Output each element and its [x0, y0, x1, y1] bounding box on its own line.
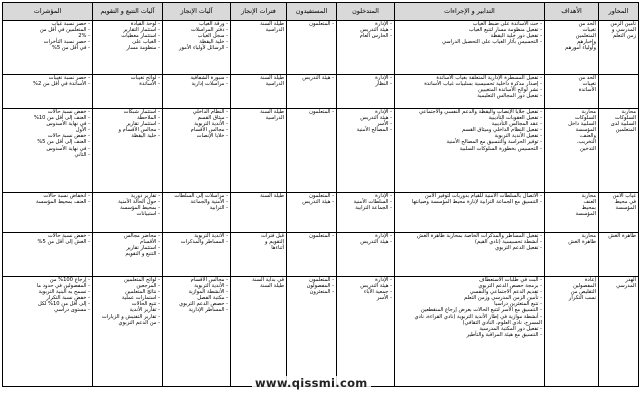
cell-line: محاربة: [581, 109, 596, 115]
cell-line: - المصالح الأمنية: [339, 127, 392, 133]
cell-line: - التحسيس بآثار الغياب على التحصيل الدراسي: [397, 39, 542, 45]
cell-measures: [395, 193, 545, 233]
header-measures: التدابير و الإجراءات: [395, 3, 545, 21]
cell-line: - خفض نسبة حالات: [5, 233, 90, 239]
cell-line: - أنشطة تحسيسية (نادي القيم): [397, 239, 542, 245]
cell-line: - سبورة الشفافية: [165, 75, 228, 81]
cell-line: - الأسر: [339, 295, 392, 301]
cell-periods: [231, 109, 287, 193]
cell-line: - لوحة القيادة: [95, 21, 160, 27]
cell-line: - الإدارة: [339, 21, 392, 27]
cell-line: - تفعيل الأندية التربوية: [397, 133, 542, 139]
site-watermark: www.qissmi.com: [252, 376, 371, 390]
cell-line: الهدر: [625, 277, 636, 283]
cell-axis: [599, 193, 639, 233]
cell-line: - حصر نسبة تغيبات: [5, 75, 90, 81]
cell-line: - تقارير دورية: [95, 193, 160, 199]
cell-line: - منظومة مسار: [95, 45, 160, 51]
cell-line: - المفصولون: [289, 283, 334, 289]
cell-line: - إلى أقل من 10% لكل: [5, 301, 90, 307]
cell-line: - المتعلمون: [289, 21, 334, 27]
cell-measures: [395, 75, 545, 109]
cell-line: - الترابية: [165, 205, 228, 211]
cell-line: التدخين: [579, 145, 596, 152]
cell-goals: [545, 277, 599, 387]
cell-line: محاربة: [621, 109, 636, 115]
cell-tools: [163, 277, 231, 387]
cell-line: - هيئة التدريس: [289, 199, 334, 205]
cell-line: - تتبع المتعثرين دراسيا: [397, 301, 542, 307]
cell-line: - مجالس الأقسام و: [95, 127, 160, 133]
cell-line: - الحارس العام: [339, 33, 392, 39]
cell-line: المفصولين: [573, 283, 596, 290]
cell-line: - الأندية التربوية: [165, 121, 228, 127]
cell-line: - التنسيق مع الجماعة الترابية لإنارة محيط المؤسسة وصيانتها: [397, 199, 542, 205]
cell-beneficiaries: [287, 109, 337, 193]
cell-beneficiaries: [287, 21, 337, 75]
header-indicators: المؤشرات: [3, 3, 93, 21]
cell-involved: [337, 277, 395, 387]
cell-line: طيلة السنة: [260, 109, 284, 115]
table-row: [3, 277, 639, 387]
cell-line: - استمارات عملية: [95, 295, 160, 301]
cell-line: - مراسلات إدارية: [165, 81, 228, 87]
cell-line: - استثمار التقارير: [95, 27, 160, 33]
cell-line: - البت في طلبات الاستعطاف: [397, 277, 542, 283]
cell-axis: [599, 277, 639, 387]
cell-line: - سجل الغياب: [165, 33, 228, 39]
cell-line: تأمين الزمن: [610, 21, 636, 27]
cell-goals: [545, 21, 599, 75]
cell-line: - هيئة التدريس: [339, 27, 392, 33]
cell-followup: [93, 21, 163, 75]
cell-line: - خفض نسبة حالات: [5, 133, 90, 139]
cell-line: - خفض نسبة التكرار: [5, 295, 90, 301]
cell-tools: [163, 193, 231, 233]
cell-line: السلبية داخل: [568, 121, 596, 128]
header-followup: آليات التتبع و التقويم: [93, 3, 163, 21]
cell-line: المؤسسة: [575, 127, 596, 134]
cell-line: تغيبات: [582, 27, 596, 34]
cell-line: - المتعلمين في أقل من: [5, 27, 90, 33]
cell-line: - الأمنية والجماعة: [165, 199, 228, 205]
cell-line: - المتعلمون: [289, 109, 334, 115]
cell-line: التخريب،: [576, 139, 596, 146]
cell-line: وإخبارهم: [577, 39, 596, 46]
cell-line: - تأمين الزمن المدرسي وزمن التعلم: [397, 295, 542, 301]
cell-goals: [545, 233, 599, 277]
cell-followup: [93, 193, 163, 233]
cell-followup: [93, 75, 163, 109]
cell-line: غياب الأمن: [612, 193, 636, 199]
cell-line: طيلة السنة: [260, 21, 284, 27]
cell-line: - المتعلمون: [289, 277, 334, 283]
cell-indicators: [3, 75, 93, 109]
cell-line: - تفعيل الدعم التربوي: [397, 245, 542, 251]
cell-measures: [395, 277, 545, 387]
header-tools: آليات الإنجاز: [163, 3, 231, 21]
cell-line: - مجالس الأقسام: [165, 277, 228, 283]
cell-line: - التحسيس بخطورة السلوكات السلبية: [397, 146, 542, 152]
cell-axis: [599, 233, 639, 277]
cell-line: نسب التكرار: [568, 295, 596, 302]
cell-line: - حول الحالة الأمنية: [95, 199, 160, 205]
cell-line: ظاهرة الغش: [568, 239, 596, 246]
cell-beneficiaries: [287, 233, 337, 277]
cell-line: - التتبع و التقويم: [95, 251, 160, 257]
cell-line: طيلة السنة: [260, 193, 284, 199]
cell-line: - المتعثرون: [289, 289, 334, 295]
cell-line: - استبيانات: [95, 211, 160, 217]
cell-line: - جمعية الآباء: [339, 289, 392, 295]
cell-line: - استثمار تقارير: [95, 121, 160, 127]
table-row: [3, 193, 639, 233]
cell-periods: [231, 75, 287, 109]
cell-tools: [163, 75, 231, 109]
cell-line: - تفعيل دور المكتبة المدرسية: [397, 326, 542, 332]
cell-followup: [93, 233, 163, 277]
cell-line: - تقارير التفتيش و الزيارات: [95, 314, 160, 320]
action-plan-table: [2, 2, 639, 387]
cell-line: الحد من: [578, 21, 596, 27]
cell-line: - لوائح تغيبات: [95, 75, 160, 81]
cell-line: - في نهاية الأسدوس: [5, 121, 90, 127]
header-involved: المتدخلون: [337, 3, 395, 21]
cell-indicators: [3, 233, 93, 277]
cell-involved: [337, 109, 395, 193]
cell-line: - العنف إلى أقل من 10%: [5, 115, 90, 121]
cell-line: العنف: [583, 199, 596, 206]
cell-line: - مكتبة الفصل: [165, 295, 228, 301]
cell-line: - تفعيل خلايا الإنصات واليقظة والدعم النفسي والاجتماعي: [397, 109, 542, 115]
table-row: [3, 109, 639, 193]
cell-line: الأساتذة: [578, 87, 596, 94]
cell-line: - الأول: [5, 127, 90, 133]
cell-line: - الإدارة: [339, 109, 392, 115]
cell-line: - الثاني: [5, 152, 90, 158]
cell-line: - حصص الدعم التربوي: [165, 301, 228, 307]
cell-line: - الأندية التربوية: [165, 233, 228, 239]
table-row: [3, 21, 639, 75]
cell-line: المتعلمين: [615, 127, 636, 134]
cell-line: - حصر نسبة التأخرات: [5, 39, 90, 45]
cell-involved: [337, 193, 395, 233]
cell-line: تغيبات: [582, 81, 596, 88]
cell-line: - الإدارة: [339, 277, 392, 283]
header-row: [3, 3, 639, 21]
cell-line: - تتبع الحالات: [95, 301, 160, 307]
cell-line: - هيئة التدريس: [289, 75, 334, 81]
cell-line: ظاهرة الغش: [608, 233, 636, 239]
cell-line: - المتعلمون: [289, 233, 334, 239]
cell-line: السلبية لدى: [610, 121, 636, 128]
cell-line: - استثمار تقارير: [95, 245, 160, 251]
cell-line: المؤسسة: [575, 211, 596, 218]
cell-line: المتعلمين: [575, 33, 596, 40]
cell-line: السلوكات: [615, 115, 636, 122]
cell-line: - المفصولين في حدود ما: [5, 283, 90, 289]
cell-line: - خلايا الإنصات: [165, 133, 228, 139]
cell-line: - تسمح به البنية التربوية: [5, 289, 90, 295]
cell-line: - التنسيق مع هيئة المراقبة والتأطير: [397, 332, 542, 338]
cell-beneficiaries: [287, 277, 337, 387]
cell-line: - الإدارة: [339, 75, 392, 81]
cell-line: - لوائح المتعلمين: [95, 277, 160, 283]
cell-tools: [163, 233, 231, 277]
cell-line: - إصدار مذكرة داخلية تحسيسية بسلبيات غياب الأساتذة: [397, 81, 542, 87]
cell-axis: [599, 109, 639, 193]
cell-beneficiaries: [287, 75, 337, 109]
cell-line: - ميثاق القسم: [165, 115, 228, 121]
cell-line: - ورقة الغياب: [165, 21, 228, 27]
cell-line: التقليص من: [570, 289, 596, 296]
cell-line: - الغياب على: [95, 39, 160, 45]
cell-measures: [395, 233, 545, 277]
cell-line: - من الدعم التربوي: [95, 320, 160, 326]
cell-line: في محيط: [614, 199, 636, 206]
table-row: [3, 75, 639, 109]
cell-line: - العنف إلى أقل من 5%: [5, 139, 90, 145]
cell-line: - تفعيل دور المجالس التعليمية: [397, 93, 542, 99]
cell-beneficiaries: [287, 193, 337, 233]
cell-line: السلوكات: [575, 115, 596, 122]
cell-line: - أنشطة موازية في إطار الأندية التربوية (نادي القراءة، نادي المسرح، نادي العلوم، النادي الثقافي): [397, 314, 542, 326]
cell-line: - السلطات الأمنية: [339, 199, 392, 205]
cell-line: بمحيط: [581, 205, 596, 212]
cell-periods: [231, 193, 287, 233]
cell-line: - عقد المجالس التأديبية: [397, 121, 542, 127]
cell-line: والعنف،: [579, 133, 596, 140]
cell-line: - مستوى دراسي: [5, 307, 90, 313]
cell-line: - الأنشطة الموازية: [165, 289, 228, 295]
cell-line: قبل فترات: [261, 233, 284, 239]
cell-periods: [231, 277, 287, 387]
cell-line: - الأسر: [339, 121, 392, 127]
cell-line: - بمحيط المؤسسة: [95, 205, 160, 211]
cell-line: - تفعيل دور خلية اليقظة: [397, 33, 542, 39]
cell-line: - هيئة التدريس: [339, 239, 392, 245]
cell-line: إعادة: [584, 277, 596, 283]
cell-line: - خلية اليقظة: [95, 133, 160, 139]
cell-line: - التنسيق مع الأسر لتتبع الحالات بغرض إرجاع المنقطعين: [397, 307, 542, 313]
header-goals: الأهداف: [545, 3, 599, 21]
cell-line: محاربة: [581, 233, 596, 239]
cell-line: - مراسلات إلى السلطات: [165, 193, 228, 199]
cell-line: طيلة السنة: [260, 75, 284, 81]
cell-line: - خلية اليقظة: [165, 39, 228, 45]
cell-line: - استثمار معطيات: [95, 33, 160, 39]
cell-followup: [93, 109, 163, 193]
cell-line: - المتعلمون: [289, 193, 334, 199]
cell-line: - 2%: [5, 33, 90, 39]
cell-line: - استثمار شبكات: [95, 109, 160, 115]
cell-axis: [599, 75, 639, 109]
cell-line: - الغش إلى أقل من 5%: [5, 239, 90, 245]
cell-involved: [337, 233, 395, 277]
cell-line: - في نهاية الأسدوس: [5, 146, 90, 152]
cell-line: الدراسية: [265, 81, 284, 88]
cell-line: المدرسي و: [611, 27, 636, 34]
cell-line: - تفعيل المسطرة الإدارية المتعلقة بغياب الأساتذة: [397, 75, 542, 81]
cell-line: - تقارير الأندية: [95, 307, 160, 313]
cell-line: - دفتر المراسلات: [165, 27, 228, 33]
cell-indicators: [3, 277, 93, 387]
cell-line: - خفض نسبة حالات: [5, 109, 90, 115]
cell-line: - الأساتذة في أقل من 2%: [5, 81, 90, 87]
cell-tools: [163, 21, 231, 75]
cell-indicators: [3, 21, 93, 75]
cell-followup: [93, 277, 163, 387]
cell-line: - المساطر والمذكرات: [165, 239, 228, 245]
cell-line: - إرجاع 100% من: [5, 277, 90, 283]
cell-line: - حث الأساتذة على ضبط الغياب: [397, 21, 542, 27]
header-beneficiaries: المستفيدون: [287, 3, 337, 21]
cell-axis: [599, 21, 639, 75]
table-row: [3, 233, 639, 277]
cell-line: - النظام الداخلي: [165, 109, 228, 115]
cell-periods: [231, 233, 287, 277]
cell-line: - انخفاض نسبة حالات: [5, 193, 90, 199]
cell-periods: [231, 21, 287, 75]
cell-line: الحد من: [578, 75, 596, 81]
cell-measures: [395, 109, 545, 193]
cell-indicators: [3, 109, 93, 193]
cell-line: - الجماعة الترابية: [339, 205, 392, 211]
cell-line: - الإدارة: [339, 193, 392, 199]
cell-line: - النظار: [339, 81, 392, 87]
cell-line: - المرجعين: [95, 283, 160, 289]
cell-line: - هيئة التدريس: [339, 283, 392, 289]
cell-line: - المساطر الإدارية: [165, 307, 228, 313]
cell-line: في بداية السنة: [252, 277, 284, 283]
cell-line: - تفعيل العقوبات التأديبية: [397, 115, 542, 121]
cell-line: - برمجة حصص الدعم التربوي: [397, 283, 542, 289]
cell-line: زمن التعلم: [612, 33, 636, 40]
cell-line: أثناءها: [271, 245, 284, 252]
table-body: [3, 21, 639, 387]
cell-line: - تقديم الدعم الاجتماعي والنفسي: [397, 289, 542, 295]
cell-line: - العنف بمحيط المؤسسة: [5, 199, 90, 205]
cell-tools: [163, 109, 231, 193]
cell-line: الدراسية: [265, 115, 284, 122]
cell-line: - تفعيل منظومة مسار لتتبع الغياب: [397, 27, 542, 33]
cell-line: - الأندية التربوية: [165, 283, 228, 289]
cell-line: - الأقسام: [95, 239, 160, 245]
cell-involved: [337, 21, 395, 75]
cell-line: - حصر نسبة غياب: [5, 21, 90, 27]
cell-line: المؤسسة: [615, 205, 636, 212]
cell-line: المدرسي: [616, 283, 636, 290]
cell-line: التقويم و: [265, 239, 284, 246]
cell-line: طيلة السنة: [260, 283, 284, 290]
cell-line: - في أقل من 5%: [5, 45, 90, 51]
cell-line: - توفير الحراسة والتنسيق مع المصالح الأمنية: [397, 139, 542, 145]
cell-line: وأولياء أمورهم: [565, 45, 596, 52]
cell-line: - مجالس الأقسام: [165, 127, 228, 133]
cell-line: - الاتصال بالسلطات الأمنية للقيام بدوريات لتوفير الأمن: [397, 193, 542, 199]
cell-indicators: [3, 193, 93, 233]
cell-line: - تفعيل المساطر والمذكرات الخاصة بمحاربة ظاهرة الغش: [397, 233, 542, 239]
cell-line: - الرسائل لأولياء الأمور: [165, 45, 228, 51]
cell-line: - نشر لوائح الأساتذة المتغيبين: [397, 87, 542, 93]
cell-line: - الملاحظة: [95, 115, 160, 121]
cell-goals: [545, 193, 599, 233]
cell-line: - محاضر مجالس: [95, 233, 160, 239]
header-axis: المحاور: [599, 3, 639, 21]
cell-involved: [337, 75, 395, 109]
cell-line: - هيئة التدريس: [339, 115, 392, 121]
cell-line: - تفعيل النظام الداخلي وميثاق القسم: [397, 127, 542, 133]
cell-line: - الأساتذة: [95, 81, 160, 87]
cell-line: الدراسية: [265, 27, 284, 34]
cell-line: - نتائج المتعلمين: [95, 289, 160, 295]
cell-measures: [395, 21, 545, 75]
header-periods: فترات الإنجاز: [231, 3, 287, 21]
cell-goals: [545, 109, 599, 193]
cell-goals: [545, 75, 599, 109]
cell-line: - الإدارة: [339, 233, 392, 239]
cell-line: محاربة: [581, 193, 596, 199]
